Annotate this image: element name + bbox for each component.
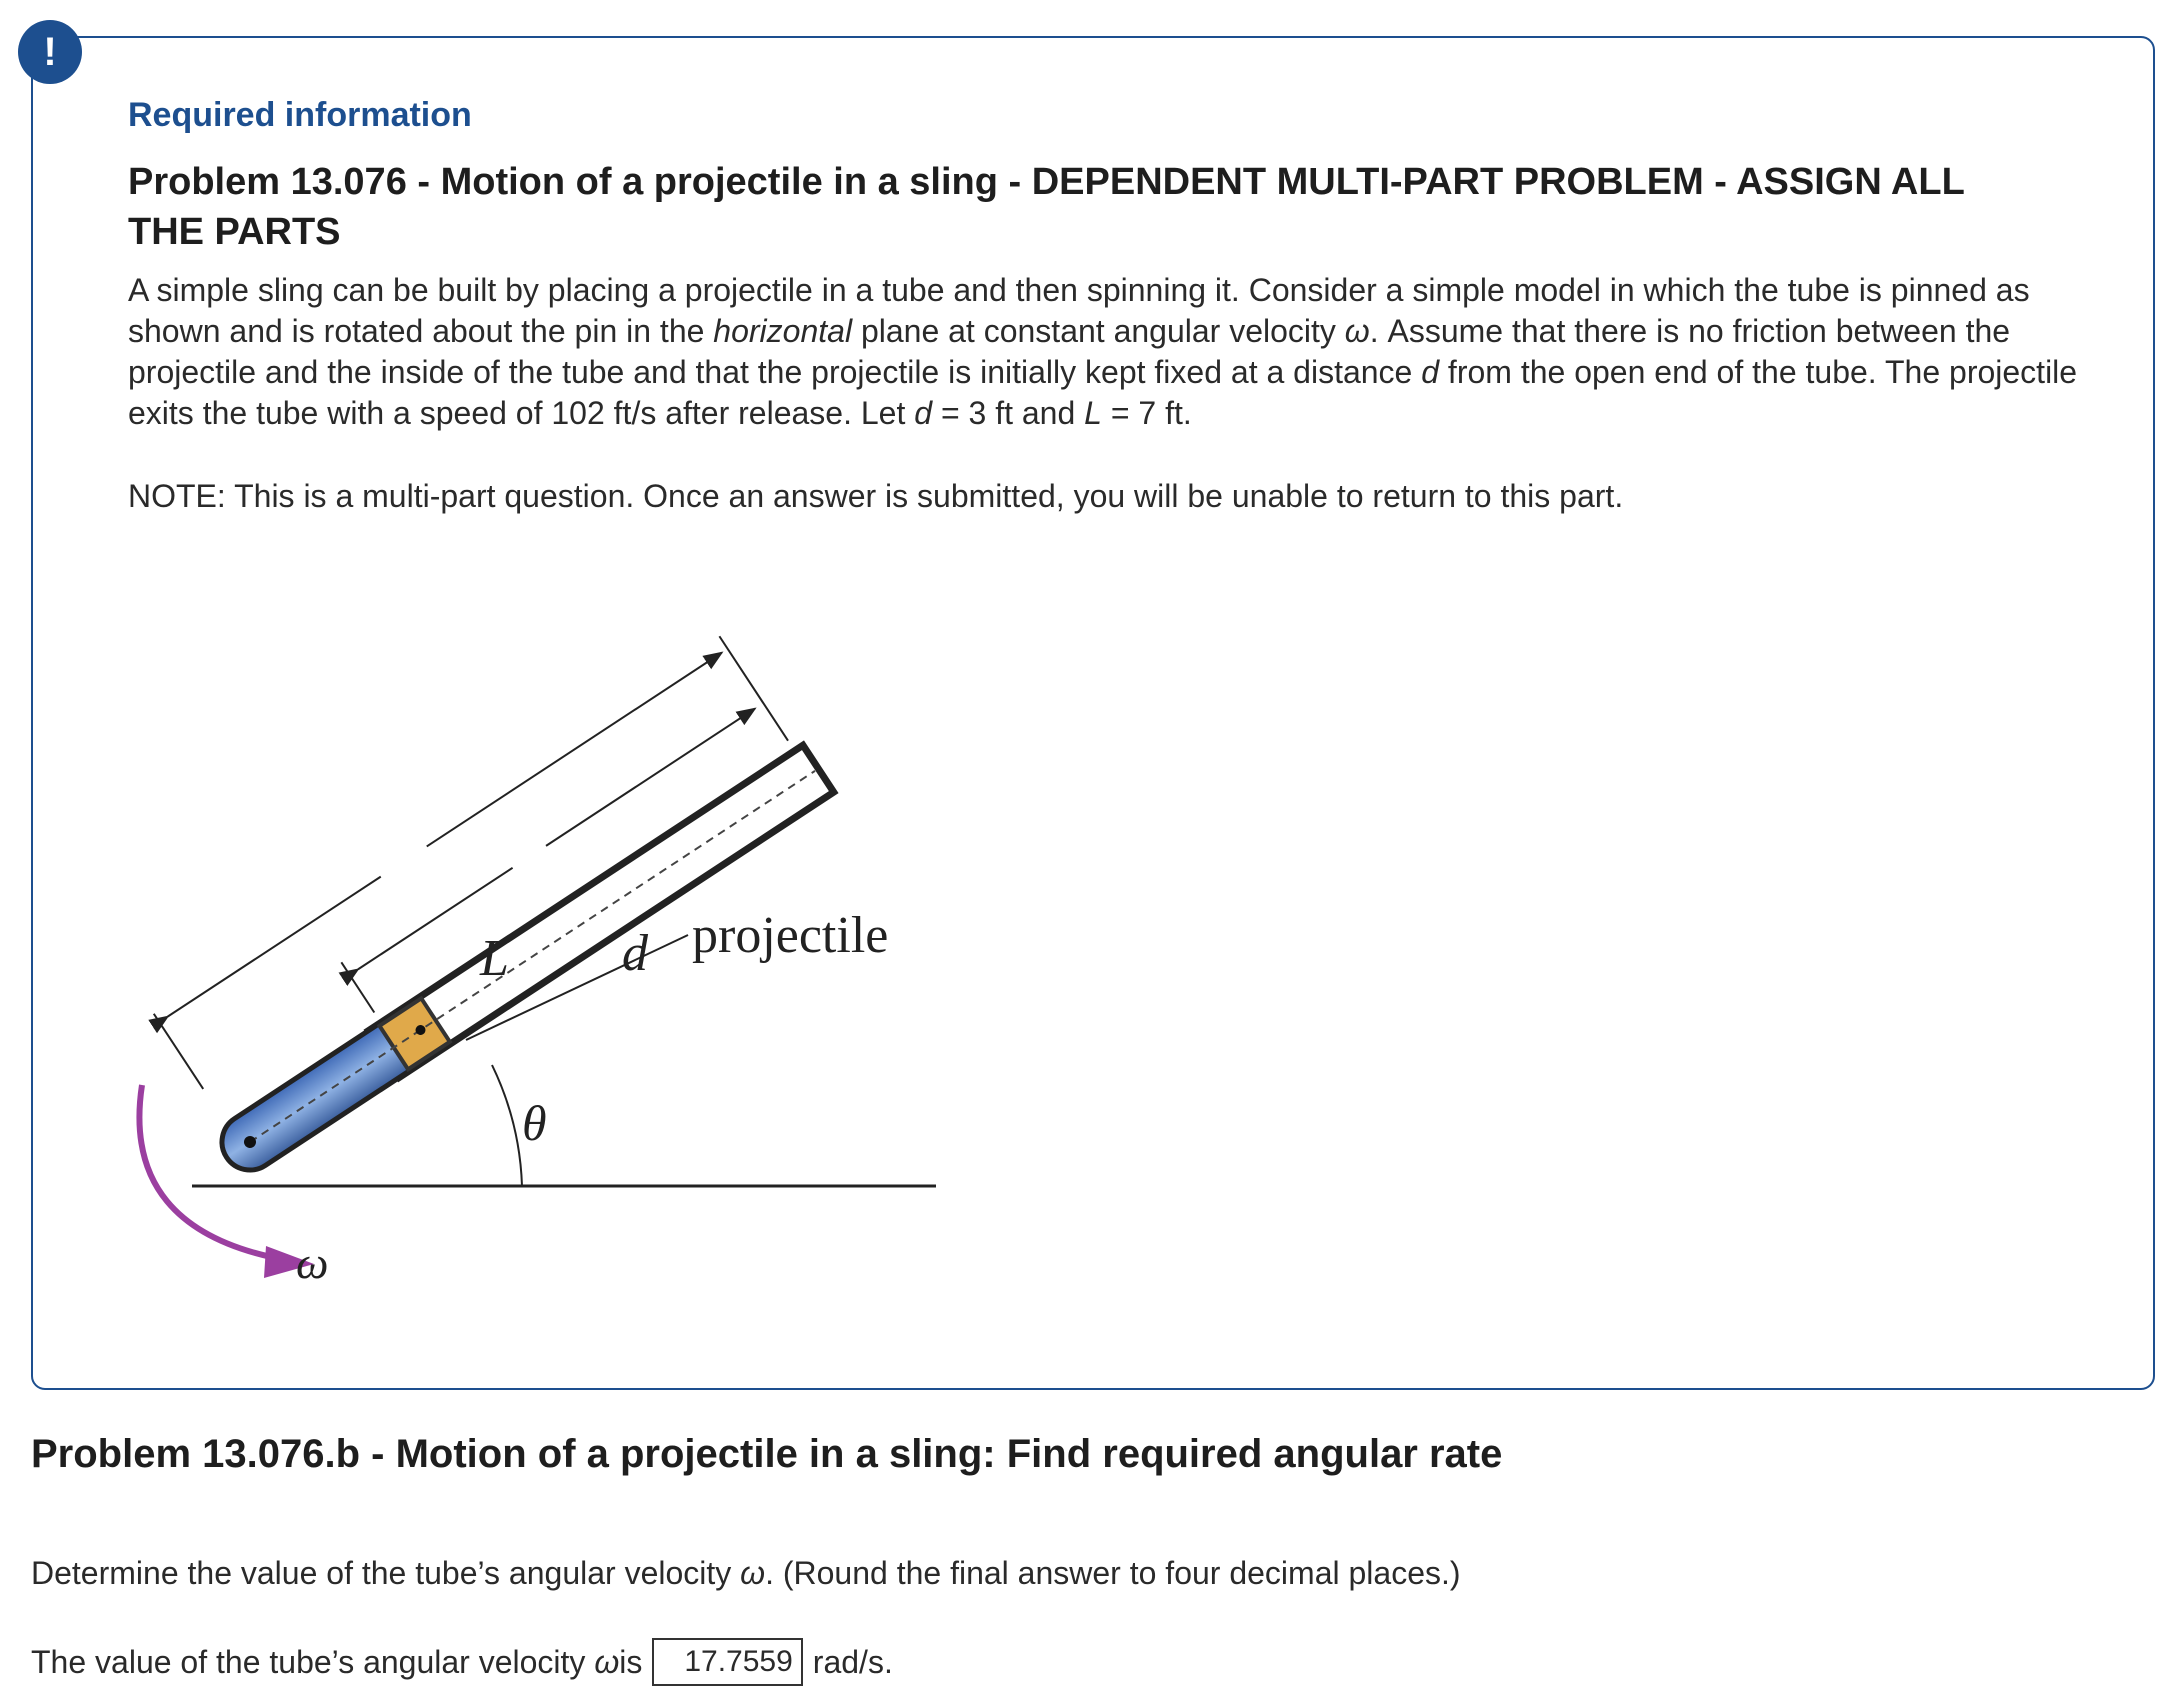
- problem-description: A simple sling can be built by placing a projectile in a tube and then spinning it. Consider a simple model in which the tube is pinned as shown and is rotated about the pin in the horizontal plane at constant angular velocity ω. Assume that there is no friction between the projectile and the inside of the tube and that the projectile is initially kept fixed at a distance d from the open end of the tube. The projectile exits the tube with a speed of 102 ft/s after release. Let d = 3 ft and L = 7 ft.: [128, 272, 2078, 431]
- part-title: Problem 13.076.b - Motion of a projectile in a sling: Find required angular rate: [31, 1432, 1503, 1476]
- note-text: NOTE: This is a multi-part question. Once an answer is submitted, you will be unable to return to this part.: [128, 478, 1624, 514]
- sling-figure: [110, 560, 960, 1310]
- answer-line: The value of the tube’s angular velocity ω is 17.7559 rad/s.: [31, 1638, 893, 1686]
- label-omega: ω: [296, 1237, 329, 1288]
- answer-unit: rad/s.: [812, 1643, 893, 1680]
- label-d: d: [622, 925, 648, 982]
- label-L: L: [480, 930, 509, 987]
- question-text: Determine the value of the tube’s angular velocity ω. (Round the final answer to four decimal places.): [31, 1555, 1461, 1591]
- label-theta: θ: [522, 1095, 547, 1151]
- required-information-label: Required information: [128, 96, 472, 134]
- tube: [136, 631, 834, 1181]
- alert-icon: !: [18, 20, 82, 84]
- answer-input[interactable]: 17.7559: [652, 1638, 802, 1686]
- label-projectile: projectile: [692, 907, 889, 964]
- problem-title: Problem 13.076 - Motion of a projectile in a sling - DEPENDENT MULTI-PART PROBLEM - ASSIGN ALL THE PARTS: [128, 161, 1965, 253]
